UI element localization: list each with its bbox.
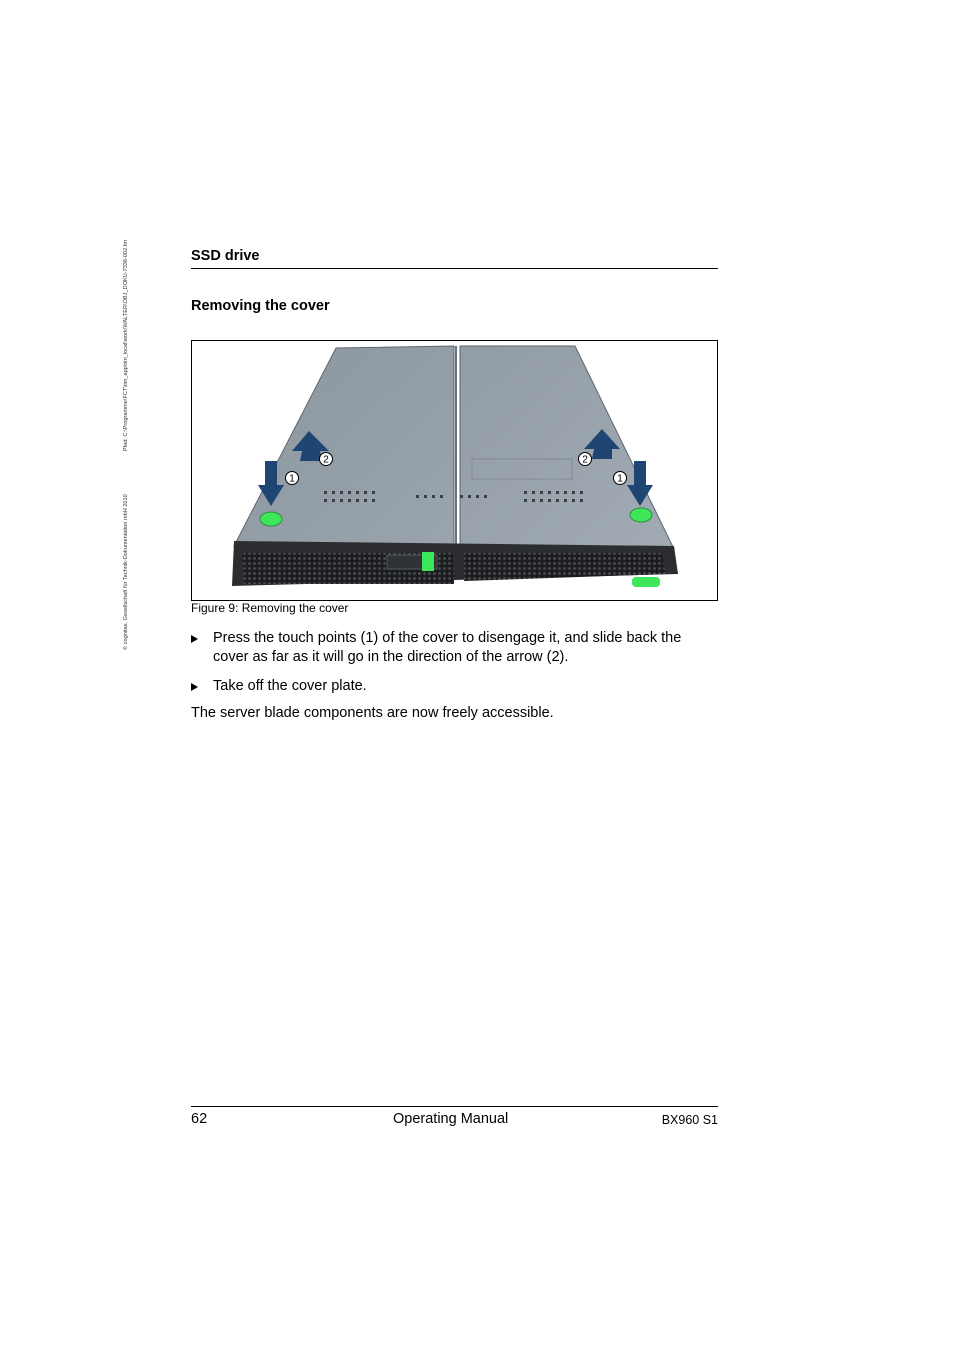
- page-number: 62: [191, 1111, 208, 1127]
- front-handle-latch: [422, 552, 434, 571]
- sidebar-copyright: © cognitas. Gesellschaft für Technik-Dokumentation mbH 2010: [123, 494, 129, 650]
- instruction-step: [191, 629, 718, 667]
- bullet-triangle-icon: [191, 683, 198, 691]
- svg-text:2: 2: [582, 454, 588, 466]
- callout-2-right: [579, 453, 592, 466]
- svg-text:1: 1: [617, 473, 623, 485]
- manual-title: Operating Manual: [393, 1111, 509, 1127]
- callout-2-left: [320, 453, 333, 466]
- callout-1-right: [614, 472, 627, 485]
- page-header: [191, 248, 718, 269]
- result-paragraph: The server blade components are now freely accessible.: [191, 705, 554, 721]
- server-blade-illustration: [192, 341, 717, 600]
- page-header-title: SSD drive: [191, 248, 260, 264]
- page-footer: [191, 1106, 718, 1131]
- figure-caption: Figure 9: Removing the cover: [191, 601, 349, 615]
- instruction-step: [191, 677, 718, 696]
- touch-point-right: [630, 508, 652, 522]
- product-model: BX960 S1: [661, 1113, 718, 1127]
- svg-text:2: 2: [323, 454, 329, 466]
- instruction-step-text: Press the touch points (1) of the cover to disengage it, and slide back the cover as far as it will go in the direction of the arrow (2).: [213, 630, 682, 665]
- bullet-triangle-icon: [191, 635, 198, 643]
- touch-point-left: [260, 512, 282, 526]
- instruction-step-text: Take off the cover plate.: [213, 678, 367, 694]
- sidebar-path: Pfad: C:\Programme\FCT\tim_app\tim_local\work\WALTER\OBJ_DOKU-7336-002.fm: [123, 240, 129, 452]
- sidebar-vertical-text: [118, 240, 134, 650]
- sidebar-margin: [118, 240, 134, 650]
- figure-removing-cover: [191, 340, 718, 601]
- section-title: Removing the cover: [191, 298, 330, 314]
- callout-1-left: [286, 472, 299, 485]
- svg-text:1: 1: [289, 473, 295, 485]
